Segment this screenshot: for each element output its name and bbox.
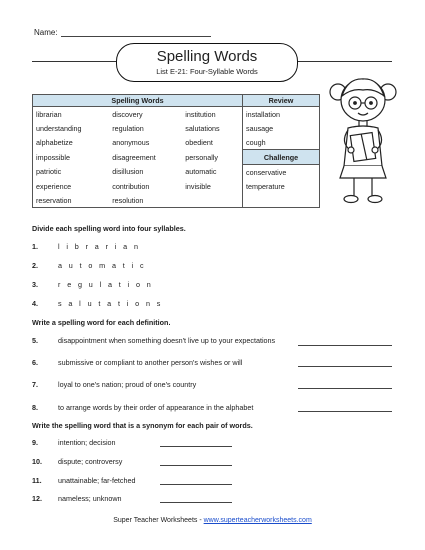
definition-text: disappointment when something doesn't live up to your expectations	[58, 336, 276, 345]
answer-line-9[interactable]	[160, 446, 232, 447]
word-cell: reservation	[33, 193, 110, 208]
definition-text: to arrange words by their order of appearance in the alphabet	[58, 403, 254, 412]
answer-line-5[interactable]	[298, 345, 392, 346]
challenge-header: Challenge	[243, 150, 320, 165]
definition-question-7	[32, 380, 196, 389]
synonym-text: nameless; unknown	[58, 494, 122, 503]
name-field	[34, 28, 211, 37]
question-number: 12.	[32, 494, 42, 503]
syllable-question-3	[32, 280, 153, 289]
spelling-words-header: Spelling Words	[33, 95, 243, 107]
syllable-letters: s a l u t a t i o n s	[58, 299, 163, 308]
syllable-letters: a u t o m a t i c	[58, 261, 146, 270]
answer-line-7[interactable]	[298, 388, 392, 389]
question-number: 6.	[32, 358, 38, 367]
question-number: 5.	[32, 336, 38, 345]
review-word: cough	[243, 135, 320, 150]
answer-line-8[interactable]	[298, 411, 392, 412]
word-cell: understanding	[33, 121, 110, 135]
title-box	[116, 43, 298, 82]
word-cell: resolution	[109, 193, 182, 208]
question-number: 4.	[32, 299, 38, 308]
word-cell: disillusion	[112, 167, 144, 177]
definition-question-5	[32, 336, 284, 345]
word-cell: alphabetize	[33, 135, 110, 150]
answer-line-10[interactable]	[160, 465, 232, 466]
syllable-question-4	[32, 299, 163, 308]
question-number: 11.	[32, 476, 42, 485]
syllable-letters: r e g u l a t i o n	[58, 280, 154, 289]
footer-link[interactable]: www.superteacherworksheets.com	[203, 517, 312, 524]
word-cell: discovery	[112, 109, 143, 119]
section1-heading: Divide each spelling word into four syllables.	[32, 224, 186, 233]
question-number: 10.	[32, 457, 42, 466]
word-cell: contribution	[112, 181, 150, 191]
answer-line-12[interactable]	[160, 502, 232, 503]
definition-question-6	[32, 358, 242, 367]
name-line[interactable]	[61, 28, 211, 37]
word-cell: disagreement	[112, 152, 156, 162]
page-title: Spelling Words	[156, 48, 258, 65]
answer-line-6[interactable]	[298, 366, 392, 367]
review-header: Review	[243, 95, 320, 107]
definition-text: submissive or compliant to another person's wishes or will	[58, 358, 243, 367]
synonym-text: dispute; controversy	[58, 457, 123, 466]
word-cell: invisible	[185, 181, 211, 191]
synonym-question-12	[32, 494, 122, 503]
question-number: 3.	[32, 280, 38, 289]
word-cell: automatic	[185, 167, 217, 177]
challenge-word: conservative	[243, 165, 320, 180]
question-number: 8.	[32, 403, 38, 412]
word-cell: experience	[33, 179, 110, 193]
word-cell: regulation	[112, 123, 144, 133]
question-number: 7.	[32, 380, 38, 389]
syllable-letters: l i b r a r i a n	[58, 242, 141, 251]
word-cell: patriotic	[33, 165, 110, 180]
page-subtitle: List E-21: Four-Syllable Words	[156, 67, 258, 76]
synonym-question-9	[32, 438, 116, 447]
word-cell: anonymous	[112, 137, 150, 147]
synonym-text: intention; decision	[58, 438, 116, 447]
footer	[0, 517, 425, 524]
synonym-text: unattainable; far-fetched	[58, 476, 136, 485]
answer-line-11[interactable]	[160, 484, 232, 485]
word-cell: obedient	[185, 137, 213, 147]
syllable-question-1	[32, 242, 140, 251]
word-cell: impossible	[33, 150, 110, 165]
word-cell: librarian	[33, 107, 110, 122]
section2-heading: Write a spelling word for each definition.	[32, 318, 171, 327]
question-number: 2.	[32, 261, 38, 270]
definition-text: loyal to one's nation; proud of one's country	[58, 380, 197, 389]
review-word: sausage	[243, 121, 320, 135]
section3-heading: Write the spelling word that is a synonym for each pair of words.	[32, 421, 253, 430]
synonym-question-10	[32, 457, 122, 466]
footer-prefix: Super Teacher Worksheets -	[113, 517, 204, 524]
syllable-question-2	[32, 261, 146, 270]
girl-reading-illustration	[326, 70, 406, 210]
challenge-word: temperature	[243, 179, 320, 193]
definition-question-8	[32, 403, 253, 412]
empty-cell	[243, 193, 320, 208]
name-label: Name:	[34, 28, 58, 37]
word-cell: institution	[185, 109, 216, 119]
synonym-question-11	[32, 476, 136, 485]
question-number: 1.	[32, 242, 38, 251]
word-cell: personally	[185, 152, 219, 162]
review-word: installation	[243, 107, 320, 122]
word-cell	[182, 193, 242, 208]
word-table	[32, 94, 320, 208]
question-number: 9.	[32, 438, 38, 447]
word-cell: salutations	[185, 123, 220, 133]
